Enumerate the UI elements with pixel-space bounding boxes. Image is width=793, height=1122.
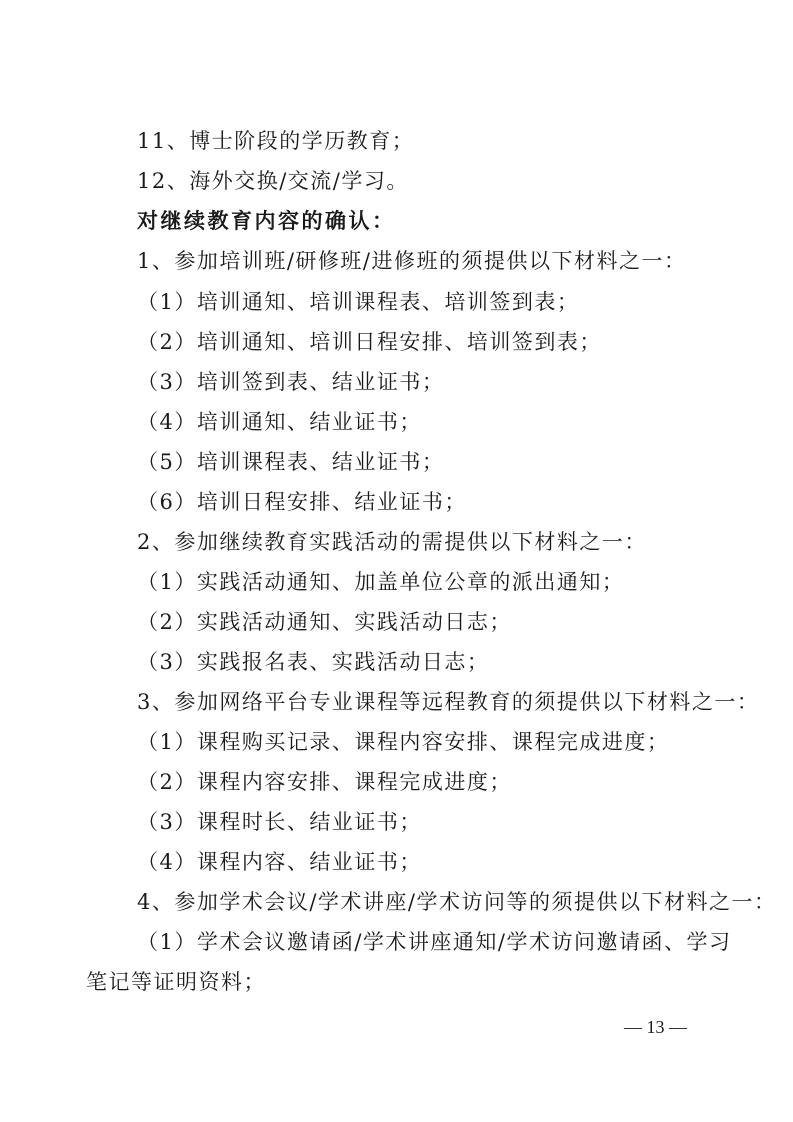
clause-2-option-3: （3）实践报名表、实践活动日志； (137, 650, 490, 674)
clause-2-option-2: （2）实践活动通知、实践活动日志； (137, 610, 512, 634)
clause-1-option-3: （3）培训签到表、结业证书； (137, 370, 445, 394)
item-12: 12、海外交换/交流/学习。 (137, 169, 409, 193)
clause-4: 4、参加学术会议/学术讲座/学术访问等的须提供以下材料之一： (137, 890, 777, 914)
clause-4-option-1: （1）学术会议邀请函/学术讲座通知/学术访问邀请函、学习 (137, 930, 732, 954)
clause-1-option-1: （1）培训通知、培训课程表、培训签到表； (137, 290, 580, 314)
clause-2-option-1: （1）实践活动通知、加盖单位公章的派出通知； (137, 570, 625, 594)
clause-2: 2、参加继续教育实践活动的需提供以下材料之一： (137, 530, 647, 554)
clause-3-option-4: （4）课程内容、结业证书； (137, 850, 422, 874)
clause-1-option-6: （6）培训日程安排、结业证书； (137, 490, 467, 514)
page-number: — 13 — (624, 1017, 687, 1037)
clause-1-option-2: （2）培训通知、培训日程安排、培训签到表； (137, 330, 602, 354)
clause-1-option-5: （5）培训课程表、结业证书； (137, 450, 445, 474)
clause-3-option-2: （2）课程内容安排、课程完成进度； (137, 770, 512, 794)
clause-1: 1、参加培训班/研修班/进修班的须提供以下材料之一： (137, 249, 687, 273)
clause-4-option-1-continued: 笔记等证明资料； (86, 970, 266, 994)
clause-3-option-3: （3）课程时长、结业证书； (137, 810, 422, 834)
clause-3: 3、参加网络平台专业课程等远程教育的须提供以下材料之一： (137, 690, 760, 714)
section-heading: 对继续教育内容的确认： (137, 209, 396, 233)
clause-3-option-1: （1）课程购买记录、课程内容安排、课程完成进度； (137, 730, 670, 754)
item-11: 11、博士阶段的学历教育； (137, 129, 415, 153)
clause-1-option-4: （4）培训通知、结业证书； (137, 410, 422, 434)
